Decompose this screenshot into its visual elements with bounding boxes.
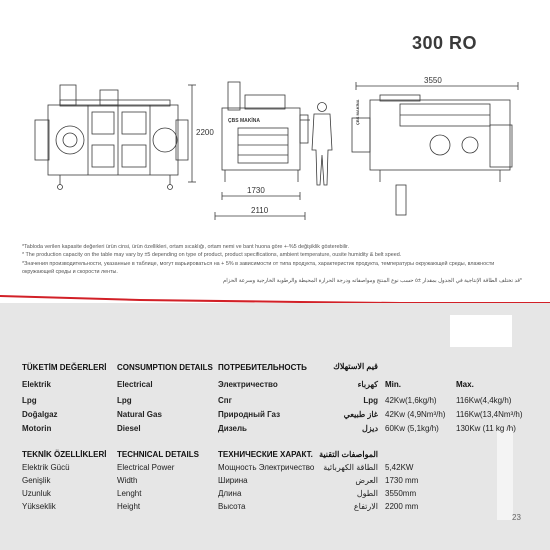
consumption-row-min: 42Kw(1,6kg/h): [385, 396, 437, 405]
consumption-row-tr: Doğalgaz: [22, 410, 58, 419]
consumption-row-min: 42Kw (4,9Nm³/h): [385, 410, 446, 419]
consumption-header-en: CONSUMPTION DETAILS: [117, 363, 213, 372]
person-head: [318, 103, 327, 112]
technical-row-en: Height: [117, 502, 141, 511]
consumption-row-max: 116Kw(13,4Nm³/h): [456, 410, 523, 419]
side-strip: [497, 430, 513, 520]
consumption-row-ar: غاز طبيعي: [343, 410, 378, 419]
technical-row-value: 2200 mm: [385, 502, 419, 511]
consumption-row-ru: Природный Газ: [218, 410, 281, 419]
front-view-body: [48, 105, 178, 175]
note-en: * The production capacity on the table may vary by ±5 depending on type of product, product specifications, ambient temperature, ousite humidity & belt speed.: [22, 252, 402, 259]
dimension-height: 2200: [196, 128, 214, 137]
dimension-inner-width: 1730: [247, 186, 265, 195]
model-title: 300 RO: [412, 33, 478, 53]
technical-row-ar: الطول: [356, 489, 378, 498]
consumption-row-ar: ديزل: [361, 424, 378, 433]
technical-row-ru: Ширина: [218, 476, 248, 485]
consumption-row-ru: Электричество: [218, 380, 278, 389]
consumption-header-min: Min.: [385, 380, 401, 389]
consumption-row-en: Natural Gas: [117, 410, 162, 419]
consumption-header-ar: قيم الاستهلاك: [333, 362, 378, 371]
technical-row-tr: Yükseklik: [22, 502, 56, 511]
technical-row-ar: العرض: [355, 476, 378, 485]
technical-row-ar: الطاقة الكهربائية: [323, 463, 378, 472]
technical-row-en: Electrical Power: [117, 463, 175, 472]
consumption-row-max: 116Kw(4,4kg/h): [456, 396, 512, 405]
logo-placeholder-box: [450, 315, 512, 347]
technical-row-ru: Высота: [218, 502, 246, 511]
technical-header-ar: المواصفات التقنية: [319, 450, 378, 459]
technical-row-ar: الارتفاع: [353, 502, 378, 511]
technical-row-tr: Uzunluk: [22, 489, 51, 498]
dimension-length: 3550: [424, 76, 442, 85]
consumption-row-min: 60Kw (5,1kg/h): [385, 424, 439, 433]
technical-row-tr: Genişlik: [22, 476, 51, 485]
dimension-outer-width: 2110: [251, 206, 269, 215]
consumption-row-max: 130Kw (11 kg /h): [456, 424, 516, 433]
note-ru: *Значения производительности, указанные в таблице, могут варьироваться на + 5% в зависимости от типа продукта, характеристик продукта, температуры окружающей среды, влажности окружающей среды и скорости ленты.: [22, 260, 495, 276]
consumption-header-tr: TÜKETİM DEĞERLERİ: [22, 363, 107, 372]
technical-header-tr: TEKNİK ÖZELLİKLERİ: [22, 450, 107, 459]
consumption-row-tr: Lpg: [22, 396, 37, 405]
person-body: [312, 114, 332, 185]
page-number: 23: [512, 513, 521, 522]
consumption-header-max: Max.: [456, 380, 474, 389]
technical-row-ru: Мощность Электричество: [218, 463, 315, 472]
technical-row-ru: Длина: [218, 489, 242, 498]
technical-row-value: 5,42KW: [385, 463, 414, 472]
technical-header-ru: ТЕХНИЧЕСКИЕ ХАРАКТ.: [218, 450, 313, 459]
consumption-row-ar: Lpg: [363, 396, 378, 405]
consumption-row-en: Diesel: [117, 424, 141, 433]
note-tr: *Tabloda verilen kapasite değerleri ürün cinsi, ürün özellikleri, ortam sıcaklığı, ortam nemi ve bant huona göre +-%5 değişiklik gösterebilir.: [22, 244, 350, 250]
technical-row-en: Width: [117, 476, 138, 485]
technical-row-en: Lenght: [117, 489, 142, 498]
note-ar: *قد تختلف الطاقة الإنتاجية في الجدول بمقدار ±٥ حسب نوع المنتج ومواصفاته ودرجة الحرارة المحيطة والرطوبة الخارجية وسرعة الحزام: [222, 277, 522, 284]
technical-row-value: 3550mm: [385, 489, 417, 498]
machine-label-top: ÇBS MAKİNA: [355, 99, 360, 125]
technical-header-en: TECHNICAL DETAILS: [117, 450, 199, 459]
consumption-row-en: Lpg: [117, 396, 132, 405]
capacity-notes: [22, 243, 522, 285]
consumption-row-ru: Дизель: [218, 424, 247, 433]
technical-row-value: 1730 mm: [385, 476, 419, 485]
consumption-row-ar: كهرباء: [357, 380, 378, 389]
consumption-row-tr: Motorin: [22, 424, 52, 433]
consumption-row-en: Electrical: [117, 380, 153, 389]
consumption-header-ru: ПОТРЕБИТЕЛЬНОСТЬ: [218, 363, 307, 372]
technical-row-tr: Elektrik Gücü: [22, 463, 70, 472]
consumption-row-tr: Elektrik: [22, 380, 51, 389]
machine-label-side: ÇBS MAKİNA: [228, 118, 260, 124]
consumption-row-ru: Спг: [218, 396, 232, 405]
